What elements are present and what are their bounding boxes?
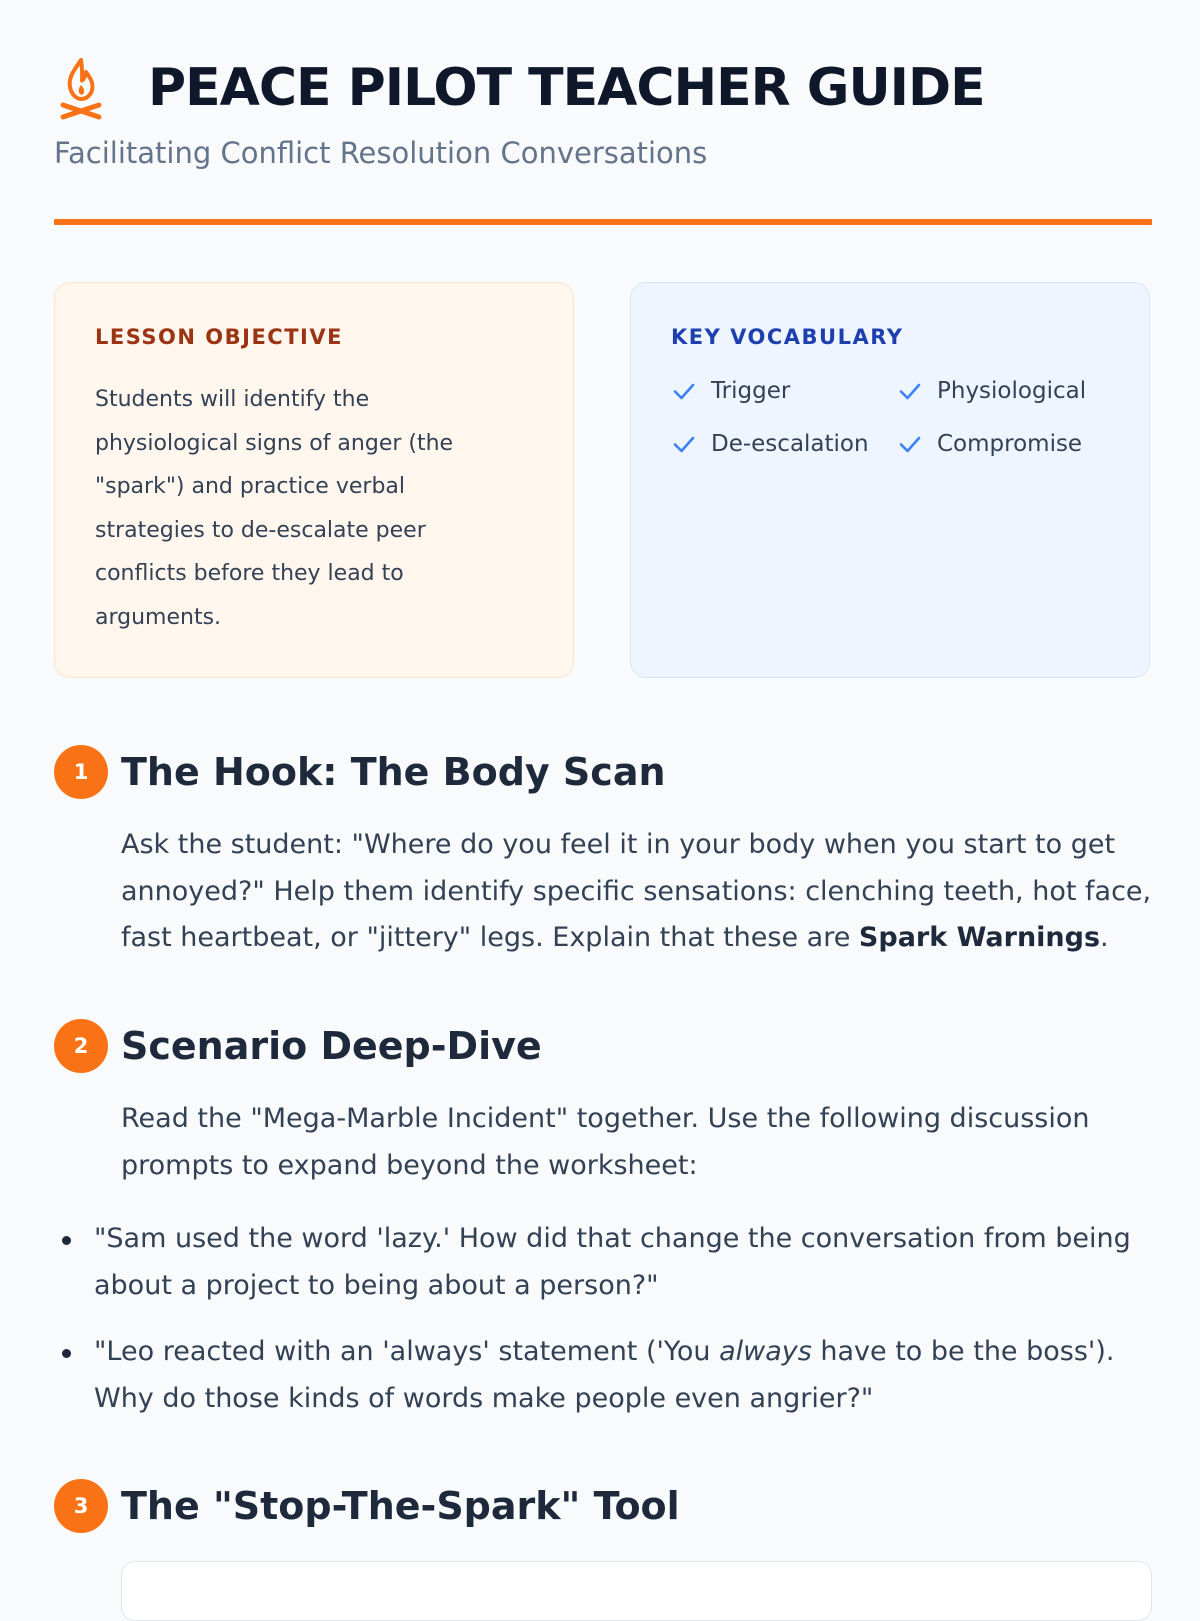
checkmark-icon	[671, 431, 697, 457]
step-section-stop-the-spark	[54, 1478, 1152, 1534]
discussion-prompt: "Sam used the word 'lazy.' How did that change the conversation from being about a project to being about a person?"	[54, 1216, 1152, 1309]
step-title: Scenario Deep-Dive	[121, 1024, 542, 1068]
teacher-guide-page	[54, 0, 1152, 1600]
step-header	[54, 1018, 1152, 1074]
vocabulary-list	[671, 374, 1109, 461]
guide-header	[54, 52, 1152, 124]
vocabulary-term-label: De-escalation	[711, 431, 869, 457]
checkmark-icon	[897, 431, 923, 457]
checkmark-icon	[897, 378, 923, 404]
vocabulary-term	[897, 374, 1097, 408]
vocabulary-term	[671, 374, 897, 408]
campfire-icon	[54, 55, 110, 121]
step-header	[54, 1478, 1152, 1534]
always-emphasis: always	[719, 1336, 812, 1367]
step-number-badge: 2	[54, 1019, 108, 1073]
checkmark-icon	[671, 378, 697, 404]
discussion-prompt: "Leo reacted with an 'always' statement ('You always have to be the boss'). Why do those kinds of words make people even angrier?"	[54, 1329, 1152, 1422]
vocabulary-term	[897, 427, 1097, 461]
key-vocabulary-card	[630, 282, 1150, 678]
step-header	[54, 744, 1152, 800]
lesson-objective-text: Students will identify the physiological signs of anger (the "spark") and practice verbal strategies to de-escalate peer conflicts before they lead to arguments.	[95, 387, 454, 630]
header-divider	[54, 219, 1152, 225]
step-body-text: Read the "Mega-Marble Incident" together. Use the following discussion prompts to expand beyond the worksheet:	[121, 1103, 1090, 1181]
step-section-body-scan	[54, 744, 1152, 962]
step-section-scenario	[54, 1018, 1152, 1422]
stop-the-spark-tool-box	[121, 1561, 1152, 1621]
discussion-prompt-list	[54, 1216, 1152, 1422]
step-title: The "Stop-The-Spark" Tool	[121, 1484, 680, 1528]
page-title: PEACE PILOT TEACHER GUIDE	[148, 58, 985, 118]
step-body-text: Ask the student: "Where do you feel it in your body when you start to get annoyed?" Help them identify specific sensations: clenching teeth, hot face, fast heartbeat, or "jittery" legs. Explain that these are Spark Warnings.	[121, 829, 1152, 953]
step-number-badge: 1	[54, 745, 108, 799]
vocabulary-term	[671, 427, 897, 461]
spark-warnings-emphasis: Spark Warnings	[858, 922, 1101, 953]
step-number-badge: 3	[54, 1479, 108, 1533]
lesson-objective-heading: LESSON OBJECTIVE	[95, 325, 343, 349]
vocabulary-term-label: Physiological	[937, 378, 1087, 404]
vocabulary-term-label: Compromise	[937, 431, 1083, 457]
step-title: The Hook: The Body Scan	[121, 750, 666, 794]
page-subtitle: Facilitating Conflict Resolution Conversations	[54, 136, 708, 170]
key-vocabulary-heading: KEY VOCABULARY	[671, 325, 904, 349]
vocabulary-term-label: Trigger	[711, 378, 791, 404]
lesson-objective-card	[54, 282, 574, 678]
